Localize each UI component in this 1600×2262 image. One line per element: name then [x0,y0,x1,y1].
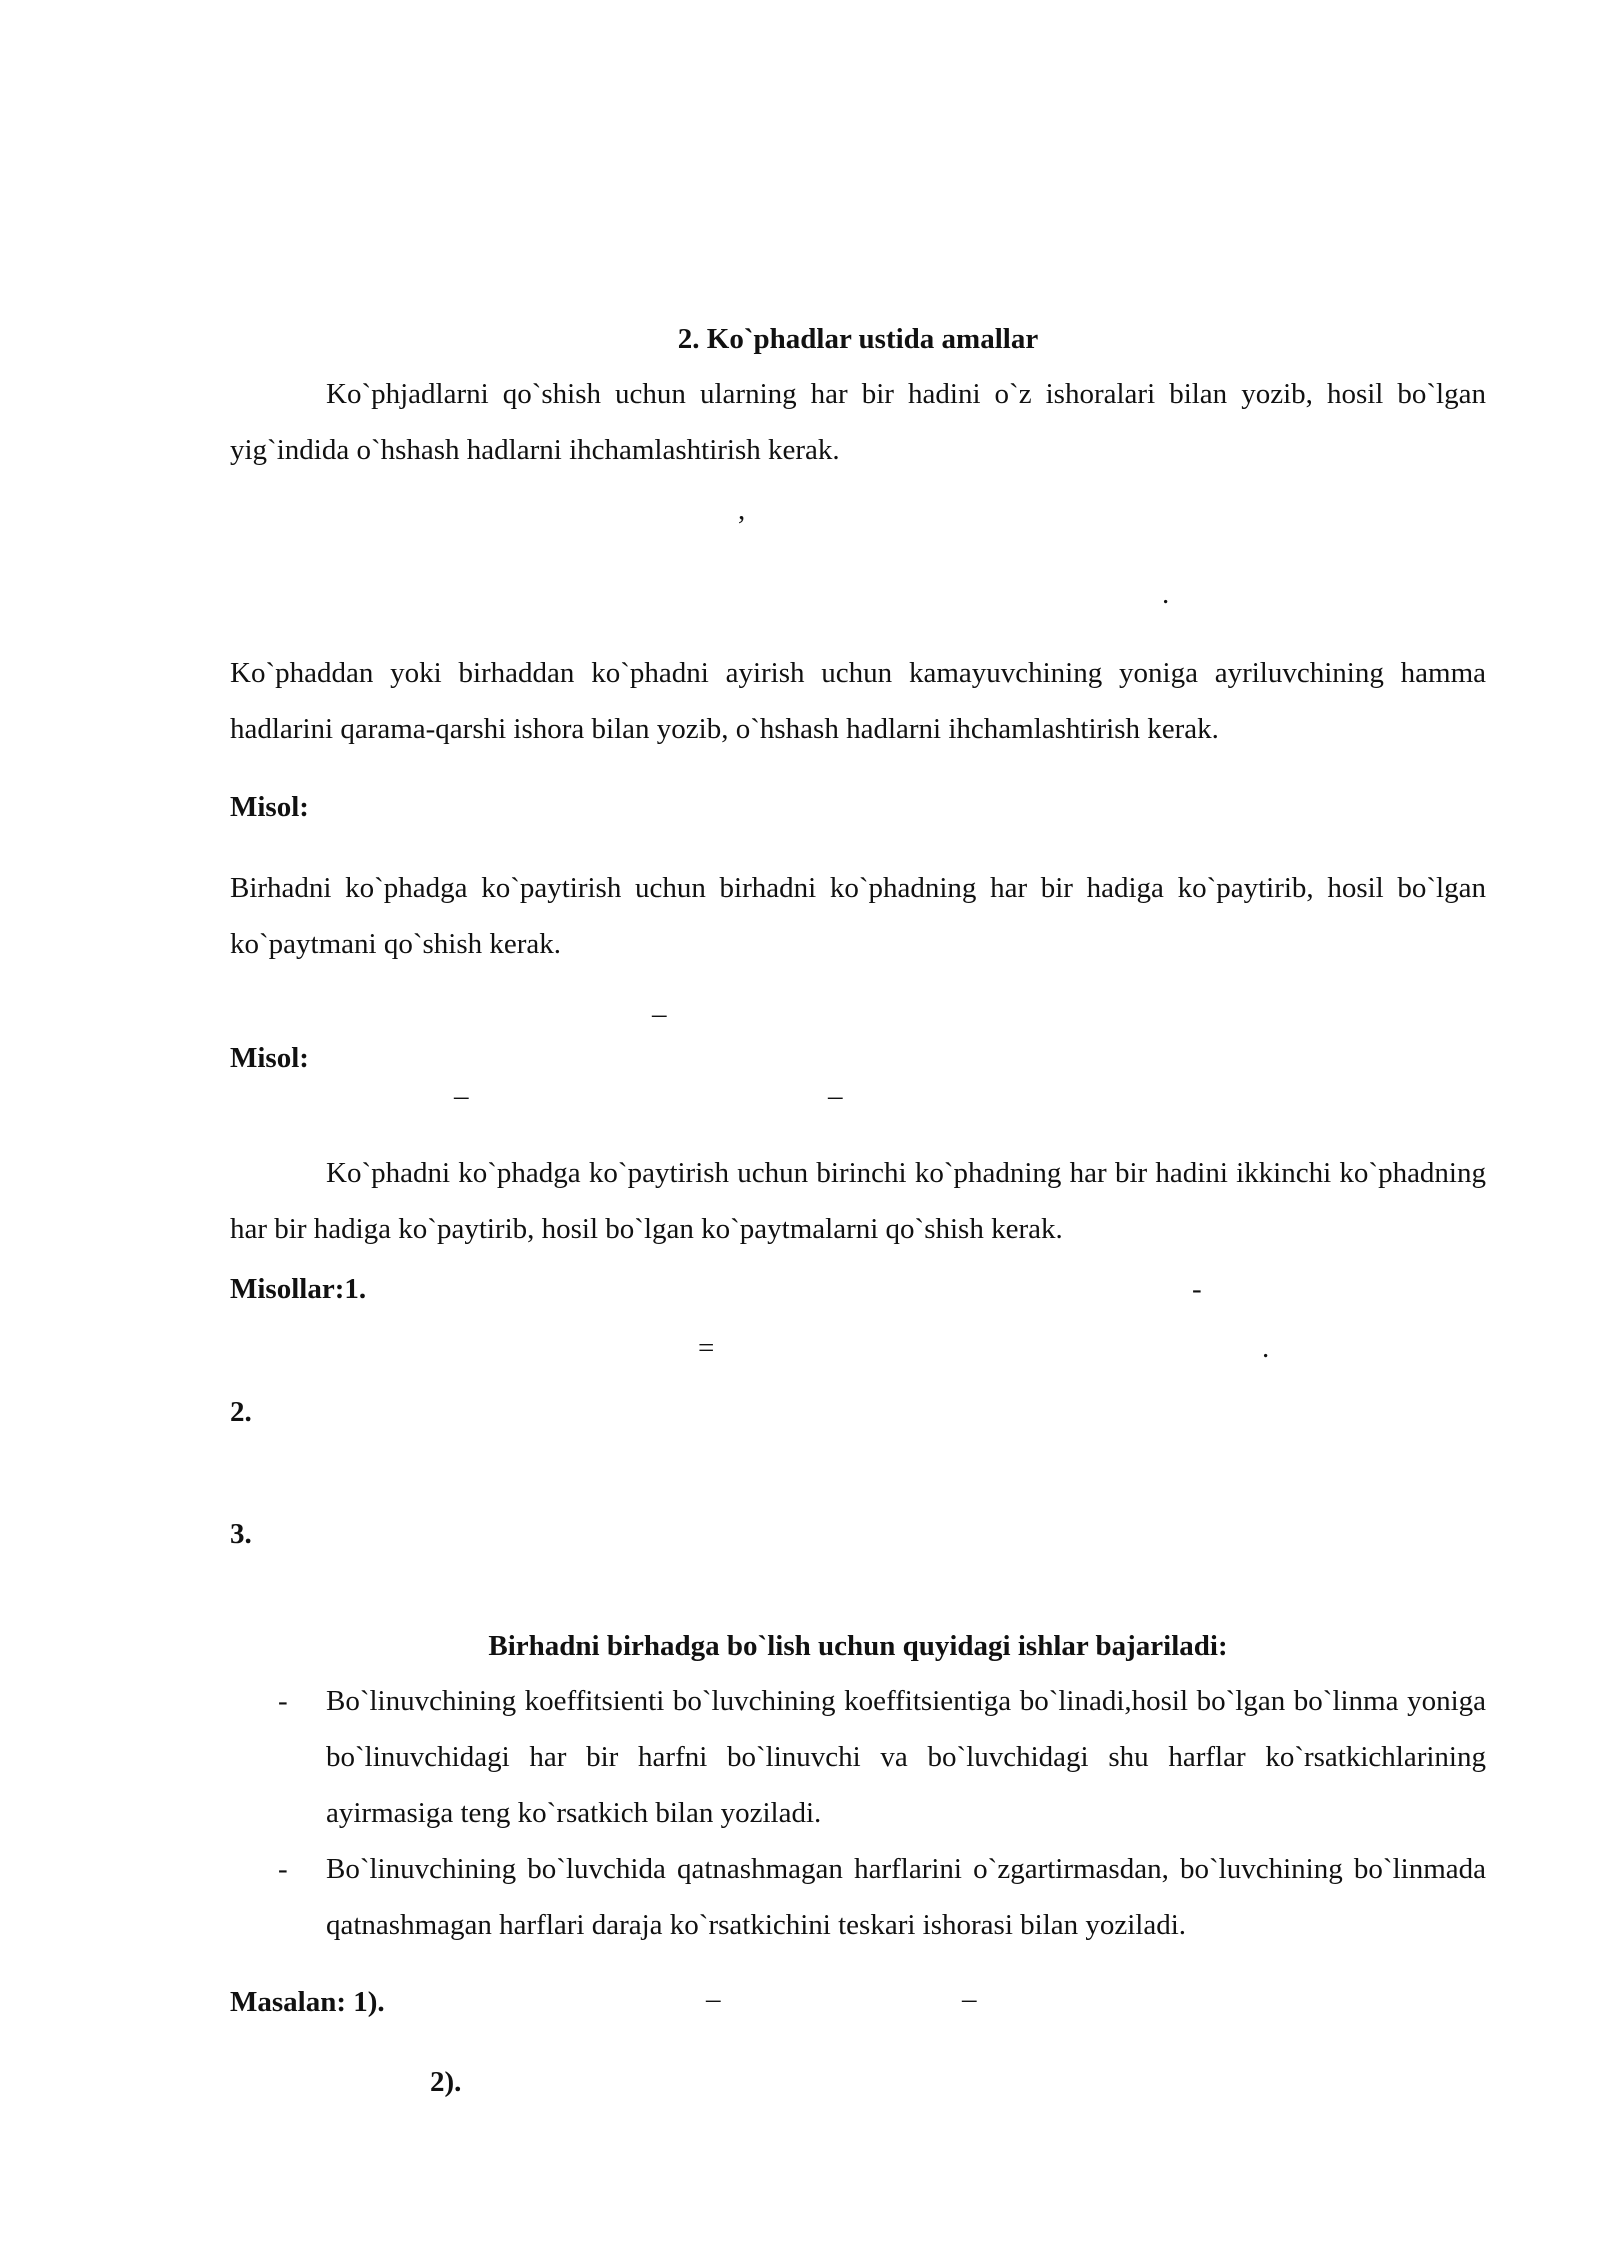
example-number: 2). [430,2066,462,2098]
paragraph-monomial-polynomial: Birhadni ko`phadga ko`paytirish uchun birhadni ko`phadning har bir hadiga ko`paytirib, hosil bo`lgan ko`paytmani qo`shish kerak. [230,872,1486,960]
formula-mark-equals: = [698,1332,715,1364]
formula-mark-comma: , [738,494,746,526]
formula-mark-dash: – [706,1983,721,2015]
formula-mark-period: . [1162,578,1170,610]
division-heading: Birhadni birhadga bo`lish uchun quyidagi ishlar bajariladi: [488,1630,1228,1662]
paragraph-subtraction: Ko`phaddan yoki birhaddan ko`phadni ayirish uchun kamayuvchining yoniga ayriluvchining hamma hadlarini qarama-qarshi ishora bilan yozib, o`hshash hadlarni ihchamlashtirish kerak. [230,657,1486,745]
section-heading: 2. Ko`phadlar ustida amallar [677,323,1039,355]
list-bullet: - [278,1685,288,1717]
examples-label: Misollar:1. [230,1273,367,1305]
list-item [230,1673,1486,1841]
formula-mark-minus: - [1192,1273,1202,1305]
paragraph-addition: Ko`phjadlarni qo`shish uchun ularning har bir hadini o`z ishoralari bilan yozib, hosil bo`lgan yig`indida o`hshash hadlarni ihchamlashtirish kerak. [230,378,1486,466]
list-item-text: Bo`linuvchining bo`luvchida qatnashmagan harflarini o`zgartirmasdan, bo`luvchining bo`linmada qatnashmagan harflari daraja ko`rsatkichini teskari ishorasi bilan yoziladi. [326,1853,1486,1941]
formula-mark-dash: – [652,998,667,1030]
example-label: Misol: [230,791,309,823]
formula-mark-dash: – [828,1080,843,1112]
example-number: 3. [230,1518,252,1550]
formula-mark-period: . [1262,1332,1270,1364]
formula-mark-dash: – [962,1983,977,2015]
list-bullet: - [278,1853,288,1885]
paragraph-polynomial-polynomial: Ko`phadni ko`phadga ko`paytirish uchun birinchi ko`phadning har bir hadini ikkinchi ko`phadning har bir hadiga ko`paytirib, hosil bo`lgan ko`paytmalarni qo`shish kerak. [230,1157,1486,1245]
list-item [230,1841,1486,1953]
example-number: 2. [230,1396,252,1428]
example-label: Misol: [230,1042,309,1074]
example-label: Masalan: 1). [230,1986,385,2018]
list-item-text: Bo`linuvchining koeffitsienti bo`luvchining koeffitsientiga bo`linadi,hosil bo`lgan bo`linma yoniga bo`linuvchidagi har bir harfni bo`linuvchi va bo`luvchidagi shu harflar ko`rsatkichlarining ayirmasiga teng ko`rsatkich bilan yoziladi. [326,1685,1486,1829]
formula-mark-dash: – [454,1080,469,1112]
